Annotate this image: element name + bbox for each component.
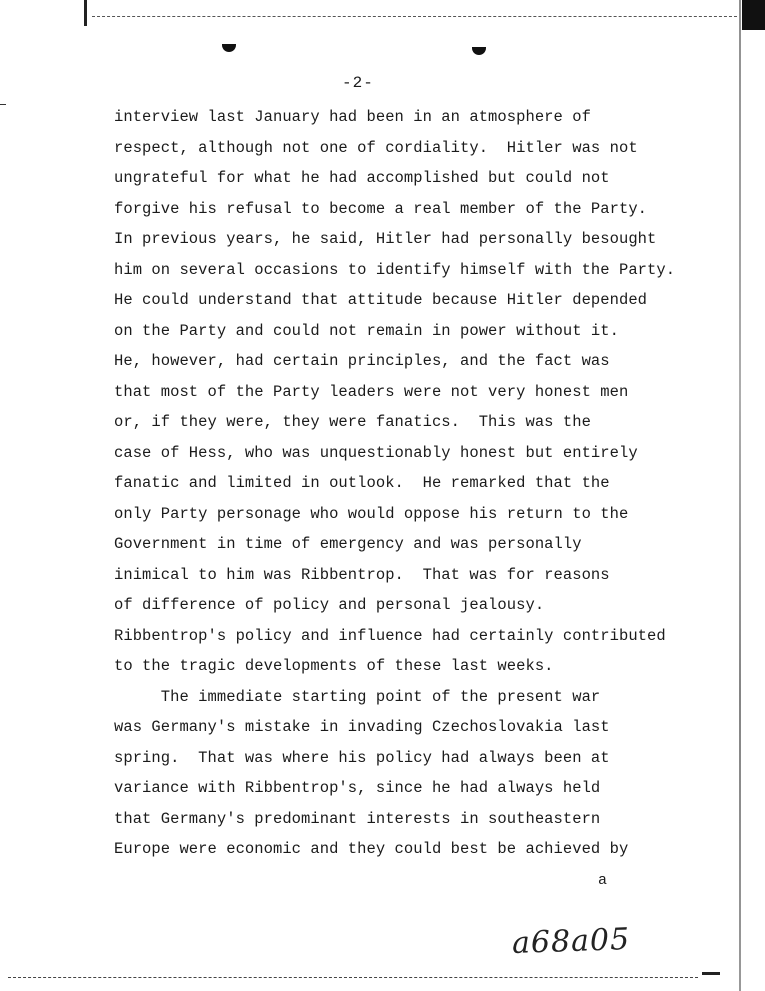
body-text	[114, 102, 734, 865]
text-line: of difference of policy and personal jealousy.	[114, 596, 545, 614]
text-line: Europe were economic and they could best be achieved by	[114, 840, 629, 858]
text-line: respect, although not one of cordiality. Hitler was not	[114, 138, 638, 157]
text-line: spring. That was where his policy had always been at	[114, 748, 610, 767]
continuation-catchword: a	[598, 872, 608, 889]
text-line: him on several occasions to identify himself with the Party.	[114, 260, 676, 279]
punch-hole-right	[472, 47, 486, 55]
scan-right-corner-bar	[742, 0, 765, 30]
text-line: Ribbentrop's policy and influence had certainly contributed	[114, 626, 666, 645]
text-line: case of Hess, who was unquestionably honest but entirely	[114, 443, 638, 462]
text-line: variance with Ribbentrop's, since he had always held	[114, 779, 601, 797]
punch-hole-left	[222, 44, 236, 52]
scan-right-edge-line	[739, 0, 741, 991]
page-number: -2-	[342, 74, 374, 92]
text-line: inimical to him was Ribbentrop. That was for reasons	[114, 565, 610, 584]
text-line: ungrateful for what he had accomplished but could not	[114, 169, 610, 187]
text-line: In previous years, he said, Hitler had personally besought	[114, 230, 657, 248]
text-line: or, if they were, they were fanatics. This was the	[114, 413, 591, 431]
text-line: He could understand that attitude because Hitler depended	[114, 291, 648, 309]
text-line: fanatic and limited in outlook. He remarked that the	[114, 474, 610, 492]
handwritten-document-id: a68a05	[511, 921, 631, 962]
text-line: was Germany's mistake in invading Czechoslovakia last	[114, 718, 610, 736]
text-line: to the tragic developments of these last weeks.	[114, 657, 554, 675]
paragraph-start-line: The immediate starting point of the present war	[114, 687, 601, 706]
text-line: forgive his refusal to become a real member of the Party.	[114, 199, 648, 218]
scan-corner-mark	[702, 972, 720, 975]
scan-left-mark	[0, 104, 6, 105]
scan-top-rule	[92, 16, 742, 17]
text-line: that most of the Party leaders were not very honest men	[114, 382, 629, 401]
text-line: Government in time of emergency and was personally	[114, 535, 582, 553]
text-line: He, however, had certain principles, and the fact was	[114, 352, 610, 370]
scan-right-margin	[738, 0, 765, 991]
text-line: only Party personage who would oppose his return to the	[114, 504, 629, 523]
scan-left-tick	[84, 0, 87, 26]
text-line: on the Party and could not remain in power without it.	[114, 321, 619, 340]
scan-bottom-rule	[8, 977, 698, 978]
text-line: that Germany's predominant interests in southeastern	[114, 809, 601, 828]
text-line: interview last January had been in an atmosphere of	[114, 108, 591, 126]
